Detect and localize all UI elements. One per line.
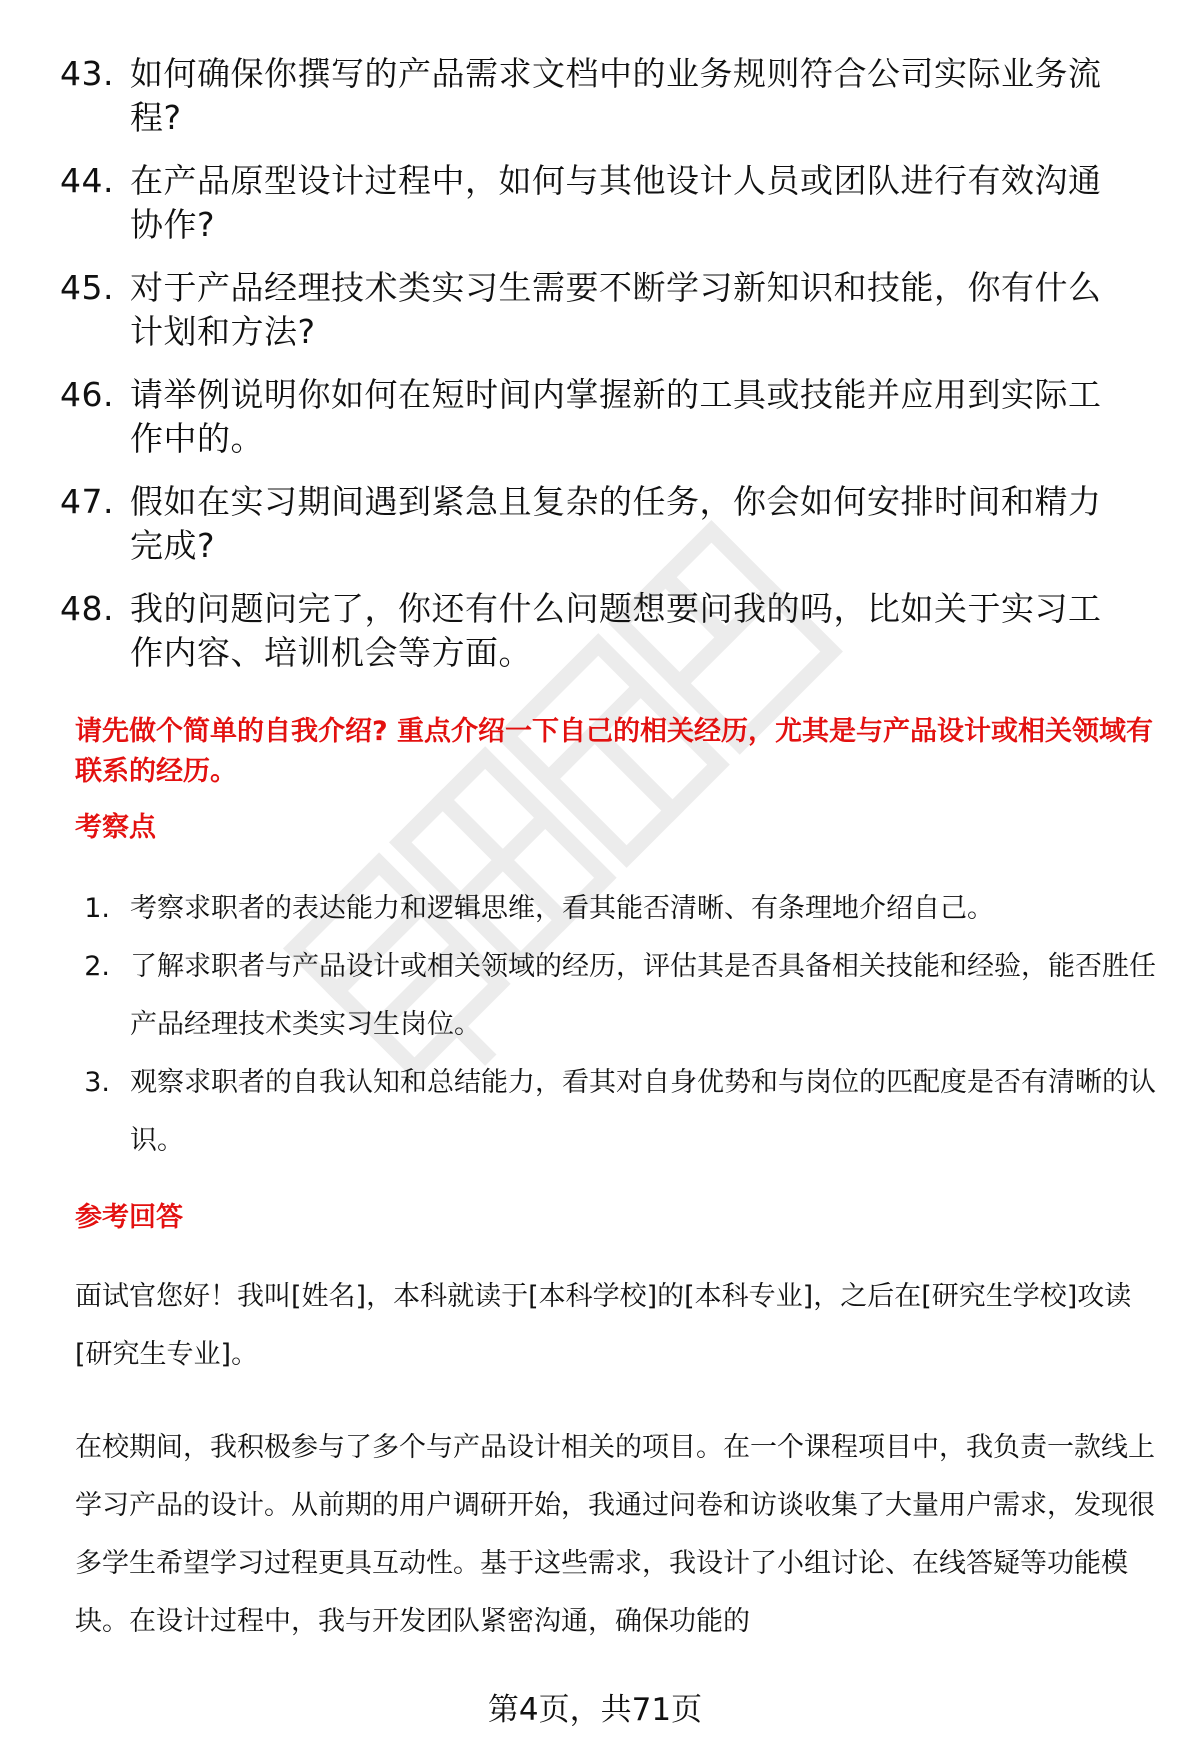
exam-point-text: 了解求职者与产品设计或相关领域的经历，评估其是否具备相关技能和经验，能否胜任产品经理技术类实习生岗位。 xyxy=(130,951,1156,1040)
page-footer: 第4页，共71页 xyxy=(487,1692,703,1728)
question-number: 43. xyxy=(60,54,114,93)
question-item xyxy=(60,266,1150,354)
exam-point-number: 1. xyxy=(84,893,110,924)
exam-point-list xyxy=(75,880,1160,1170)
exam-point-number: 3. xyxy=(84,1067,110,1098)
question-text: 在产品原型设计过程中，如何与其他设计人员或团队进行有效沟通协作? xyxy=(130,161,1102,244)
question-text: 对于产品经理技术类实习生需要不断学习新知识和技能，你有什么计划和方法? xyxy=(130,268,1102,351)
question-number: 48. xyxy=(60,589,114,628)
exam-point-item xyxy=(75,1054,1160,1170)
question-number: 44. xyxy=(60,161,114,200)
question-list xyxy=(60,52,1150,694)
answer-paragraph: 在校期间，我积极参与了多个与产品设计相关的项目。在一个课程项目中，我负责一款线上学习产品的设计。从前期的用户调研开始，我通过问卷和访谈收集了大量用户需求，发现很多学生希望学习过程更具互动性。基于这些需求，我设计了小组讨论、在线答疑等功能模块。在设计过程中，我与开发团队紧密沟通，确保功能的 xyxy=(75,1432,1155,1637)
question-number: 47. xyxy=(60,482,114,521)
question-number: 46. xyxy=(60,375,114,414)
question-item xyxy=(60,159,1150,247)
question-text: 如何确保你撰写的产品需求文档中的业务规则符合公司实际业务流程? xyxy=(130,54,1102,137)
highlight-question: 请先做个简单的自我介绍? 重点介绍一下自己的相关经历，尤其是与产品设计或相关领域有联系的经历。 xyxy=(75,716,1154,787)
question-item xyxy=(60,373,1150,461)
question-text: 假如在实习期间遇到紧急且复杂的任务，你会如何安排时间和精力完成? xyxy=(130,482,1102,565)
question-item xyxy=(60,480,1150,568)
section-heading-exam-points: 考察点 xyxy=(75,812,156,843)
question-text: 请举例说明你如何在短时间内掌握新的工具或技能并应用到实际工作中的。 xyxy=(130,375,1102,458)
question-number: 45. xyxy=(60,268,114,307)
section-heading-reference-answer: 参考回答 xyxy=(75,1202,183,1233)
question-text: 我的问题问完了，你还有什么问题想要问我的吗，比如关于实习工作内容、培训机会等方面。 xyxy=(130,589,1102,672)
exam-point-item xyxy=(75,880,1160,938)
question-item xyxy=(60,52,1150,140)
exam-point-item xyxy=(75,938,1160,1054)
exam-point-text: 观察求职者的自我认知和总结能力，看其对自身优势和与岗位的匹配度是否有清晰的认识。 xyxy=(130,1067,1156,1156)
exam-point-text: 考察求职者的表达能力和逻辑思维，看其能否清晰、有条理地介绍自己。 xyxy=(130,893,994,924)
answer-paragraph: 面试官您好！我叫[姓名]，本科就读于[本科学校]的[本科专业]，之后在[研究生学校]攻读[研究生专业]。 xyxy=(75,1281,1132,1370)
question-item xyxy=(60,587,1150,675)
exam-point-number: 2. xyxy=(84,951,110,982)
